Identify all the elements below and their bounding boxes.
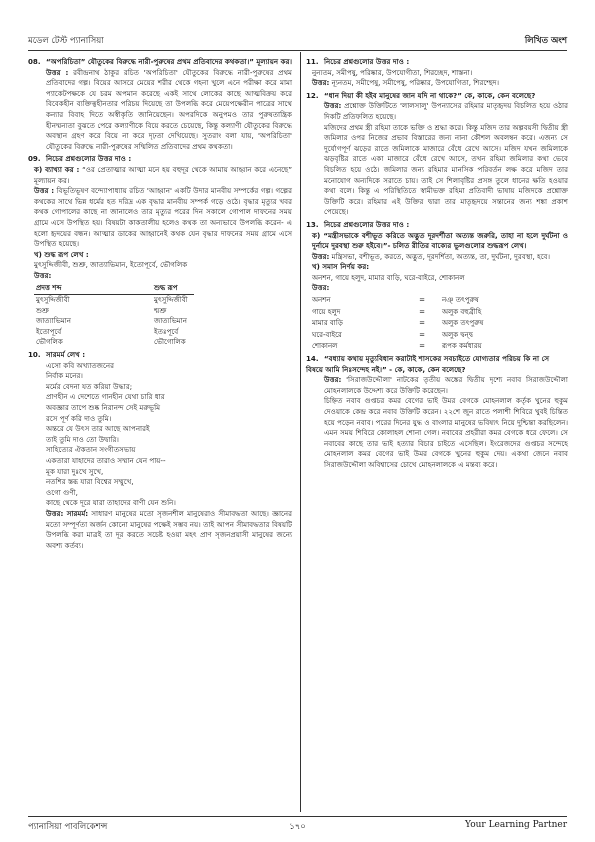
- q13-number: 13.: [306, 219, 319, 229]
- q13a-prompt-text: “মন্ত্রীসভাকে বশীভূত করিতে অদ্ভুত দূরদর্শীতা অত্যন্ত জরুরি, তাহা না হলে দুর্ঘটনা ও দুর্নামে দুরবস্থা শুরু হইবে।”- চলিত রীতির বাক্যের ভুলগুলোর শুদ্ধরূপ লেখ।: [312, 230, 568, 251]
- page-footer: [28, 820, 567, 834]
- q12-title-text: “ধান দিয়া কী হইব মানুষের জান যদি না থাকে?” কে, কাকে, কেন বলেছে?: [324, 90, 536, 100]
- q08-answer: [28, 68, 292, 153]
- header-section: লিখিত অংশ: [524, 36, 567, 46]
- q11-answer-text: ন্যূনতম, সমীপেষু, সমীপেষু, পরিষ্কার, উপযোগিতা, শিরশ্ছেদ।: [331, 78, 500, 88]
- poem-line: একতারা যাহাদের তারাও সম্মান যেন পায়--: [46, 455, 166, 465]
- table-cell: ইতোপূর্বে: [36, 327, 62, 336]
- q11-title-text: নিচের প্রশ্নগুলোর উত্তর দাও :: [324, 57, 410, 66]
- table-cell: শুশ্রু: [36, 306, 49, 315]
- q13-title-text: নিচের প্রশ্নগুলোর উত্তর দাও :: [324, 219, 410, 229]
- q13b-answer-label: উত্তর:: [312, 283, 330, 293]
- table-row: [34, 337, 194, 348]
- poem-line: মূক যারা দুঃখে সুখে,: [46, 466, 104, 476]
- table-cell: ঘরে-বাইরে: [312, 330, 342, 339]
- table-cell: =: [419, 319, 425, 328]
- poem-line: কাছে থেকে দূরে যারা তাহাদের বাণী যেন শুনি।: [46, 498, 176, 508]
- table-cell: অলুক তৎপুরুষ: [442, 319, 484, 328]
- table-row: [312, 295, 483, 306]
- table-cell: নঞ্‌ তৎপুরুষ: [442, 296, 479, 305]
- poem-line: এসো কবি অখ্যাতজনের: [46, 360, 115, 370]
- table-cell: =: [419, 342, 425, 351]
- table-cell: =: [419, 307, 425, 316]
- q11-answer: [306, 78, 568, 89]
- table-header-row: [34, 283, 194, 294]
- q12-answer-label: উত্তর:: [324, 101, 342, 111]
- q10-answer-label: উত্তর: সারমর্ম:: [46, 508, 89, 518]
- q10-title: [28, 350, 292, 361]
- table-cell: ভৌগোলিক: [154, 338, 186, 347]
- table-row: [312, 341, 483, 352]
- q08-answer-label: উত্তর :: [46, 67, 69, 77]
- poem-line: অবজ্ঞার তাপে শুষ্ক নিরানন্দ সেই মরুভূমি: [46, 403, 161, 412]
- q09b-label: খ) শুদ্ধ রূপ লেখ :: [34, 249, 89, 259]
- q10-poem: [28, 361, 292, 509]
- footer-publisher: প্যানাসিয়া পাবলিকেশন্স: [28, 822, 108, 832]
- q10-number: 10.: [28, 350, 41, 360]
- q12-number: 12.: [306, 90, 319, 100]
- q08-title-text: “অপরিচিতা” যৌতুকের বিরুদ্ধে নারী-পুরুষের প্রথম প্রতিবাদের কথকতা।” মূল্যায়ন কর।: [46, 57, 293, 66]
- table-cell: অলুক বহুব্রীহি: [442, 307, 482, 316]
- table-row: [312, 318, 483, 329]
- q14-answer: [306, 375, 568, 396]
- table-cell: =: [419, 330, 425, 339]
- q14-answer-text: 'সিরাজউদ্দৌলা' নাটকের তৃতীয় অঙ্কের দ্বিতীয় দৃশ্যে নবাব সিরাজউদ্দৌলা মোহনলালকে উদ্দেশ্য করে উক্তিটি করেছেন।: [324, 375, 568, 395]
- poem-line: তাই তুমি দাও তো উদ্বারি।: [46, 434, 119, 444]
- q10-answer: [28, 509, 292, 551]
- q13a-answer: [306, 252, 568, 263]
- header-divider: [28, 50, 567, 51]
- footer-divider: [28, 816, 567, 817]
- q10-title-text: সারমর্ম লেখ :: [46, 350, 86, 360]
- q08-title: [28, 57, 292, 68]
- footer-tagline: Your Learning Partner: [465, 820, 567, 830]
- poem-line: সাহিত্যের ঐকতান সংগীতসভায়: [46, 445, 136, 455]
- table-row: [34, 327, 194, 338]
- q11-title: [306, 57, 568, 68]
- table-cell: শ্মশ্রু: [154, 306, 167, 315]
- header-book-title: মডেল টেস্ট প্যানাসিয়া: [28, 36, 104, 46]
- poem-line: নতশির স্তব্ধ যারা বিশ্বের সম্মুখে,: [46, 477, 134, 487]
- q14-answer-paragraph: চিহ্নিত নবাব গুপ্তচর কমর বেগের ভাই উমর বেগকে মোহনলাল কর্তৃক খুনের হুকুম দেওয়াকে কেন্দ্র করে নবাব উক্তিটি করেন। ২২শে জুন রাতে পলাশী শিবিরে খুবই চিন্তিত হয়ে পড়েন নবাব। পরের দিনের যুদ্ধ ও বাংলার মানুষের ভবিষ্যৎ নিয়ে দুশ্চিন্তা করছিলেন। এমন সময় শিবিরে কোলাহল শোনা গেল। নবাবের প্রহরীরা কমর বেগকে ধরে ফেলে। সে নবাবের কাছে তার ভাই হত্যার বিচার চাইতে এসেছিল। ইংরেজদের গুপ্তচর সন্দেহে মোহনলাল কমর বেগের ভাই উমর বেগকে খুনের হুকুম দেয়। একথা জেনে নবাব সিরাজউদ্দৌলা অবিশ্বাসের চোখে মোহনলালকে এ মন্তব্য করে।: [324, 396, 568, 469]
- page-header: [28, 34, 567, 48]
- table-row: [34, 316, 194, 327]
- poem-line: অন্তরে যে উৎস তার আছে আপনারই: [46, 424, 150, 434]
- poem-line: রসে পূর্ণ করি দাও তুমি।: [46, 413, 112, 423]
- left-column: [28, 55, 292, 551]
- q12-answer-paragraph: মজিদের প্রথম স্ত্রী রহিমা তাকে ভক্তি ও শ্রদ্ধা করে। কিন্তু মজিদ তার অল্পবয়সী দ্বিতীয় স্ত্রী জমিলার ওপর নিজের প্রভাব বিস্তারের জন্য নানা কৌশল অবলম্বন করে। এজন্য সে দুর্যোগপূর্ণ ঝড়ের রাতে জমিলাকে মাজারে বেঁধে রেখে আসে। মজিদ যখন জমিলাকে ঝড়বৃষ্টির রাতে একা মাজারে বেঁধে রেখে আসে, তখন রহিমা জমিলার কথা ভেবে বিচলিত হয়ে ওঠে। জমিলার জন্য রহিমার মানসিক পরিবর্তন লক্ষ করে মজিদ তার মনোযোগ অন্যদিকে সরাতে চায়। তাই সে শিলাবৃষ্টির প্রসঙ্গ তুলে ধানের ক্ষতি হওয়ার কথা বলে। কিন্তু এ পরিস্থিতিতে স্বামীভক্ত রহিমা প্রতিবাদী ভাষায় মজিদকে প্রশ্নোক্ত উক্তিটি করে। রহিমার এই উক্তির দ্বারা তার মাতৃহৃদয়ে সন্তানের জন্য শঙ্কা প্রকাশ পেয়েছে।: [324, 122, 568, 217]
- q09a-prompt: [28, 165, 292, 186]
- q14-title: [306, 354, 568, 375]
- q09a-label: ক) ব্যাখ্যা কর :: [34, 164, 80, 174]
- table-header-given: প্রদত্ত শব্দ: [34, 283, 152, 294]
- q09b-words: মুৎসুদ্দিজীবী, শুশ্রু, জাত্যাভিমান, ইতোপূর্বে, ভৌগলিক: [34, 260, 188, 270]
- q09-title: [28, 154, 292, 165]
- q08-answer-text: রবীন্দ্রনাথ ঠাকুর রচিত 'অপরিচিতা' যৌতুকের বিরুদ্ধে নারী-পুরুষের প্রথম প্রতিবাদের গল্প। বিয়ের আসরে মেয়ের শরীর থেকে গহনা খুলে এনে পরীক্ষা করে মামা প্যাকেটপক্ষকে যে চরম অপমান করেছে একই সাথে লোকের কাছে আত্মবিক্রয় করে বিবেকহীন ব্যক্তিত্বহীনতার পরিচয় দিয়েছে তা উপলব্ধি করে মেয়েপক্ষেরীন পাত্রের সাথে কন্যার বিবাহ দিতে অস্বীকৃতি জানিয়েছেন। অপরদিকে অনুপমও তার পুরুষতান্ত্রিক হীনম্মন্যতা বুঝতে পেরে কল্যাণীকে বিয়ে করতে চেয়েছে, কিন্তু কল্যাণী যৌতুকের বিরুদ্ধে অবস্থান গ্রহণ করে বিয়ে না করে দৃঢ়তা দেখিয়েছে। সুতরাং বলা যায়, 'অপরিচিতা' যৌতুকের বিরুদ্ধে নারী-পুরুষের সম্মিলিত প্রতিবাদের প্রথম কথকতা।: [46, 67, 292, 151]
- table-header-correct: শুদ্ধ রূপ: [152, 283, 194, 294]
- q12-answer: [306, 101, 568, 122]
- table-cell: মুৎসুদ্দিজীবী: [36, 296, 70, 305]
- poem-line: মর্মের বেদনা যত করিয়া উদ্ধার;: [46, 381, 133, 391]
- q13a-label: ক): [312, 230, 321, 240]
- table-cell: মামার বাড়ি: [312, 319, 343, 328]
- q11-number: 11.: [306, 57, 319, 66]
- table-cell: ভৌগলিক: [36, 338, 63, 347]
- q09a-answer-label: উত্তর :: [34, 186, 55, 196]
- table-cell: মুৎসুদ্দিজীবী: [154, 296, 188, 305]
- q13b-table: [312, 295, 483, 352]
- q12-answer-text: প্রশ্নোক্ত উক্তিটিতে 'লালসালু' উপন্যাসের রহিমার মাতৃহৃদয় বিচলিত হয়ে ওঠার দিকটি প্রতিফলিত হয়েছে।: [324, 101, 568, 121]
- table-row: [312, 329, 483, 340]
- q09a-answer: [28, 186, 292, 250]
- q10-answer-text: সাধারণ মানুষের মতো সৃজনশীল মানুষেরাও সীমাবদ্ধতা আছে। জ্ঞানের মতো সম্পূর্ণতা অর্জন কোনো মানুষের পক্ষেই সম্ভব নয়। তাই আপন সীমাবদ্ধতার বিষয়টি উপলব্ধি করা মাত্রই তা দূর করতে সচেষ্ট হওয়া মহৎ প্রাণ সৃজনপ্রয়াসী মানুষের জন্যে অবশ্য কর্তব্য।: [46, 508, 292, 550]
- q14-answer-label: উত্তর:: [324, 375, 342, 385]
- table-cell: অলুক দ্বন্দ্ব: [442, 330, 473, 339]
- q09a-prompt-text: “ওর প্রেতাত্মার আত্মা মনে হয় বহুদূর থেকে আমায় আহ্বান করে এনেছে” মূল্যায়ন কর।: [34, 164, 292, 185]
- q13a-prompt: [306, 231, 568, 252]
- q08-number: 08.: [28, 57, 41, 66]
- q14-title-text: “বধ্যায় কথায় মৃত্যুবিধান করাটাই শাসকের সবচাইতে যোগ্যতার পরিচয় কি না সে বিষয়ে আমি নিঃসন্দেহ নই।” - কে, কাকে, কেন বলেছে?: [306, 354, 550, 374]
- q14-number: 14.: [306, 354, 319, 364]
- table-cell: শোকানল: [312, 342, 338, 351]
- table-cell: ইতঃপূর্বে: [154, 327, 179, 336]
- q09-number: 09.: [28, 154, 41, 164]
- table-cell: অনশন: [312, 296, 331, 305]
- q09a-answer-text: বিভূতিভূষণ বন্দ্যোপাধ্যায় রচিত 'আহ্বান' একটি উদার মানবীয় সম্পর্কের গল্প। গল্পের কথকের সাথে ভিন্ন ধর্মের হত দরিদ্র এক বৃদ্ধার মানবীয় সম্পর্ক গড়ে ওঠে। বৃদ্ধার মৃত্যুর খবর কথক গোপালের কাছে না জানালেও তার মৃত্যুর পরের দিন সকালে গোপাল দাফনের সময় গ্রামে এসে উপস্থিত হয়। বিষয়টা কাকতালীয় হলেও কথক তা অন্যভাবে উপলব্ধি করেন- এ হলো হৃদয়ের বন্ধন। আত্মার ডাকের আহ্বানেই কথক যেন বৃদ্ধার দাফনের সময় গ্রামে এসে উপস্থিত হয়েছে।: [34, 186, 292, 249]
- q11-words: নুন্যতম, সমীপষু, পরিষ্কার, উপযোগীতা, শিরচ্ছেদ, শাস্তনা।: [312, 67, 473, 77]
- q09b-answer-label: উত্তর:: [34, 270, 52, 280]
- q13b-words: অনশন, গায়ে হলুদ, মামার বাড়ি, ঘরে-বাইরে, শোকানল: [312, 272, 465, 282]
- q13a-answer-text: মন্ত্রিসভা, বশীভূত, করতে, অদ্ভুত, দূরদর্শিতা, অত্যন্ত, তা, দুর্ঘটনা, দুরবস্থা, হবে।: [331, 251, 551, 261]
- table-row: [34, 295, 194, 306]
- table-cell: রূপক কর্মধারয়: [442, 342, 482, 351]
- poem-line: নির্বাক মনের।: [46, 371, 83, 381]
- page-number: ১৭০: [289, 822, 306, 832]
- table-cell: গায়ে হলুদ: [312, 307, 341, 316]
- table-row: [34, 306, 194, 317]
- table-row: [312, 306, 483, 317]
- table-cell: জাত্যাভিমান: [36, 317, 71, 326]
- q13a-answer-label: উত্তর:: [312, 251, 330, 261]
- right-column: [306, 55, 568, 471]
- q09-title-text: নিচের প্রশ্নগুলোর উত্তর দাও :: [46, 154, 132, 164]
- poem-line: ওগো গুণী,: [46, 487, 78, 497]
- poem-line: প্রাণহীন এ দেশেতে গানহীন যেথা চারি ধার: [46, 392, 165, 402]
- table-cell: =: [419, 296, 425, 305]
- q11-answer-label: উত্তর:: [312, 78, 330, 88]
- q13b-label: খ) সমাস নির্ণয় কর:: [312, 262, 370, 272]
- q12-title: [306, 91, 568, 102]
- q13-title: [306, 220, 568, 231]
- q09b-table: [34, 283, 194, 348]
- table-cell: জাত্যভিমান: [154, 317, 187, 326]
- column-divider: [300, 52, 301, 812]
